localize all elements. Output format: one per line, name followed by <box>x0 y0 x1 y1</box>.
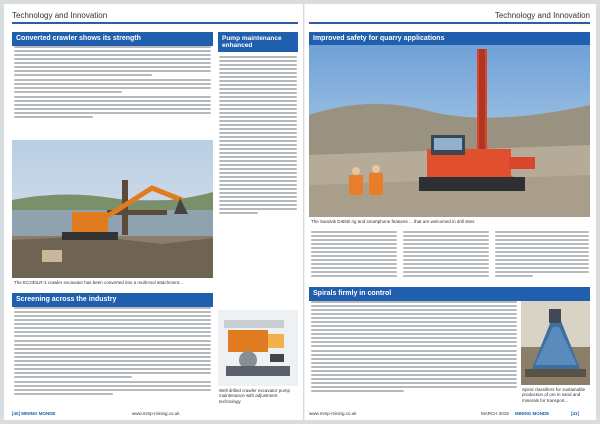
website-right: www.mmp-mining.co.uk <box>309 411 357 416</box>
crawler-excavator-image <box>12 140 213 278</box>
right-page <box>305 4 596 420</box>
drill-rig-image <box>309 45 590 217</box>
magazine-name-right: MINING MONDE <box>515 411 550 416</box>
footer-left <box>12 411 298 416</box>
footer-right <box>309 411 590 416</box>
page-number-left: [40] <box>12 411 21 416</box>
spirals-image <box>521 301 590 385</box>
header-rule-right <box>309 22 590 24</box>
article-body-quarry-col3 <box>495 231 589 279</box>
website-left: www.mmp-mining.co.uk <box>132 411 180 416</box>
crawler-photo-caption: The EC230LR-3 crawler excavator has been converted into a multi-tool attachment... <box>14 280 183 285</box>
left-page <box>4 4 303 420</box>
pump-image <box>218 310 298 386</box>
article-body-crawler <box>14 46 211 120</box>
running-header-right: Technology and Innovation <box>494 11 590 20</box>
article-body-pump <box>219 56 297 216</box>
magazine-spread <box>4 4 596 420</box>
article-body-spirals <box>311 301 517 394</box>
article-title-quarry: Improved safety for quarry applications <box>309 32 590 46</box>
spirals-photo-caption: Spiral classifiers for sustainable production of ore in sand and minerals for transport... <box>522 387 586 403</box>
article-body-screening <box>14 307 211 397</box>
magazine-name-left: MINING MONDE <box>21 411 56 416</box>
issue-date: MARCH 2019 <box>481 411 509 416</box>
article-body-quarry-col2 <box>403 231 489 279</box>
pump-photo-caption: Well drilled crawler excavator pump maintenance with adjustment technology <box>219 388 290 404</box>
article-title-crawler: Converted crawler shows its strength <box>12 32 213 46</box>
page-number-right: [41] <box>571 411 580 416</box>
article-title-spirals: Spirals firmly in control <box>309 287 590 301</box>
spirals-photo <box>521 301 590 385</box>
article-title-pump: Pump maintenance enhanced <box>218 32 298 52</box>
drill-rig-caption: The Sandvik DI650i rig and smartphone features ... that are welcomed in drill sites <box>311 219 475 224</box>
article-body-quarry-col1 <box>311 231 397 279</box>
running-header-left: Technology and Innovation <box>12 11 108 20</box>
article-title-screening: Screening across the industry <box>12 293 213 307</box>
crawler-excavator-photo <box>12 140 213 278</box>
drill-rig-photo <box>309 45 590 217</box>
pump-photo <box>218 310 298 386</box>
header-rule-left <box>12 22 298 24</box>
